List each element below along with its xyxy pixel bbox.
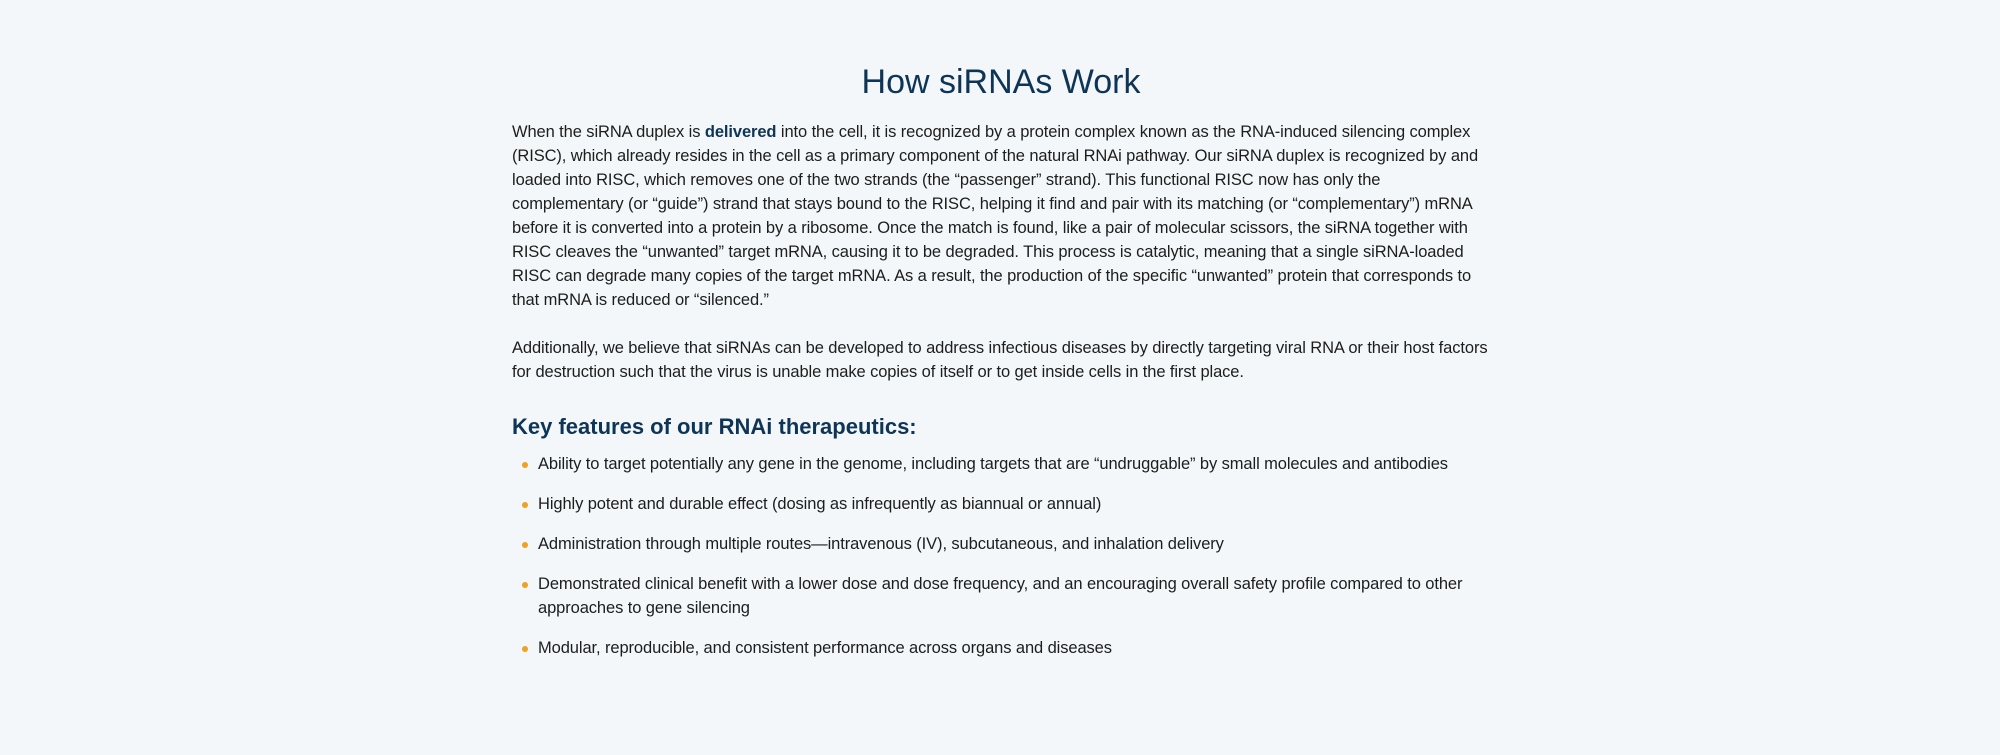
intro-text-start: When the siRNA duplex is: [512, 123, 705, 141]
bullet-dot-icon: [522, 646, 528, 652]
list-item-text: Modular, reproducible, and consistent performance across organs and diseases: [538, 639, 1112, 657]
list-item-text: Ability to target potentially any gene in the genome, including targets that are “undruggable” by small molecules and antibodies: [538, 455, 1448, 473]
key-features-list: [512, 452, 1490, 660]
list-item-text: Demonstrated clinical benefit with a lower dose and dose frequency, and an encouraging overall safety profile compared to other approaches to gene silencing: [538, 575, 1463, 617]
infectious-disease-paragraph: Additionally, we believe that siRNAs can be developed to address infectious diseases by directly targeting viral RNA or their host factors for destruction such that the virus is unable make copies of itself or to get inside cells in the first place.: [512, 339, 1488, 381]
main-content: [512, 60, 1490, 676]
key-features-heading: Key features of our RNAi therapeutics:: [512, 414, 917, 439]
bullet-dot-icon: [522, 542, 528, 548]
intro-bold-delivered: delivered: [704, 123, 777, 141]
intro-text-end: into the cell, it is recognized by a protein complex known as the RNA-induced silencing complex (RISC), which already resides in the cell as a primary component of the natural RNAi pathway. Our siRNA duplex is recognized by and loaded into RISC, which removes one of the two strands (the “passenger” strand). This functional RISC now has only the complementary (or “guide”) strand that stays bound to the RISC, helping it find and pair with its matching (or “complementary”) mRNA before it is converted into a protein by a ribosome. Once the match is found, like a pair of molecular scissors, the siRNA together with RISC cleaves the “unwanted” target mRNA, causing it to be degraded. This process is catalytic, meaning that a single siRNA-loaded RISC can degrade many copies of the target mRNA. As a result, the production of the specific “unwanted” protein that corresponds to that mRNA is reduced or “silenced.”: [512, 123, 1479, 309]
list-item: [512, 452, 1490, 476]
bullet-dot-icon: [522, 502, 528, 508]
list-item: [512, 636, 1490, 660]
page-title: How siRNAs Work: [861, 63, 1141, 101]
list-item: [512, 532, 1490, 556]
bullet-dot-icon: [522, 462, 528, 468]
list-item-text: Administration through multiple routes—intravenous (IV), subcutaneous, and inhalation delivery: [538, 535, 1224, 553]
list-item: [512, 572, 1490, 620]
intro-paragraph: [512, 120, 1490, 312]
list-item-text: Highly potent and durable effect (dosing as infrequently as biannual or annual): [538, 495, 1102, 513]
list-item: [512, 492, 1490, 516]
bullet-dot-icon: [522, 582, 528, 588]
